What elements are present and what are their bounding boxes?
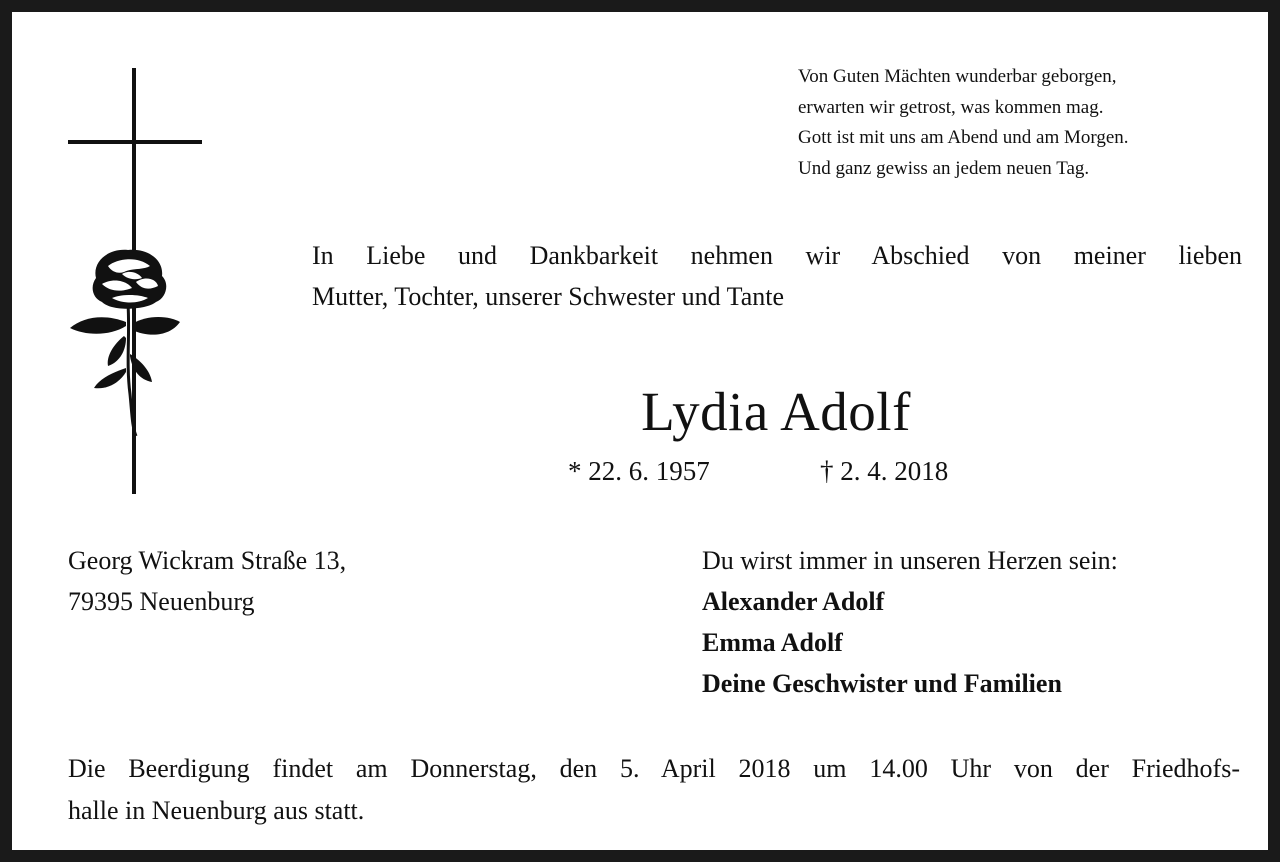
mourners-intro: Du wirst immer in unseren Herzen sein:	[702, 546, 1118, 575]
farewell-line: Mutter, Tochter, unserer Schwester und Tante	[312, 282, 785, 311]
poem-line: Und ganz gewiss an jedem neuen Tag.	[798, 157, 1090, 179]
mourner-name: Emma Adolf	[702, 628, 843, 657]
address-street: Georg Wickram Straße 13,	[68, 546, 347, 575]
mourners	[702, 540, 1118, 704]
mourner-name: Deine Geschwister und Familien	[702, 669, 1062, 698]
poem	[798, 62, 1258, 184]
mourner-name: Alexander Adolf	[702, 587, 885, 616]
poem-line: Gott ist mit uns am Abend und am Morgen.	[798, 127, 1129, 148]
funeral-line: Die Beerdigung findet am Donnerstag, den 5. April 2018 um 14.00 Uhr von der Friedhofs-	[68, 754, 1240, 783]
poem-line: erwarten wir getrost, was kommen mag.	[798, 96, 1104, 118]
death-date: † 2. 4. 2018	[820, 456, 949, 486]
funeral-line: halle in Neuenburg aus statt.	[68, 796, 365, 825]
birth-date: * 22. 6. 1957	[568, 456, 710, 486]
farewell-line: In Liebe und Dankbarkeit nehmen wir Abschied von meiner lieben	[312, 241, 1242, 270]
poem-line: Von Guten Mächten wunderbar geborgen,	[798, 66, 1117, 87]
address-city: 79395 Neuenburg	[68, 587, 255, 616]
funeral-notice	[68, 748, 1240, 832]
cross-icon-crossbar	[68, 140, 202, 144]
deceased-name: Lydia Adolf	[641, 381, 911, 442]
address	[68, 540, 346, 622]
farewell-text	[312, 235, 1242, 317]
